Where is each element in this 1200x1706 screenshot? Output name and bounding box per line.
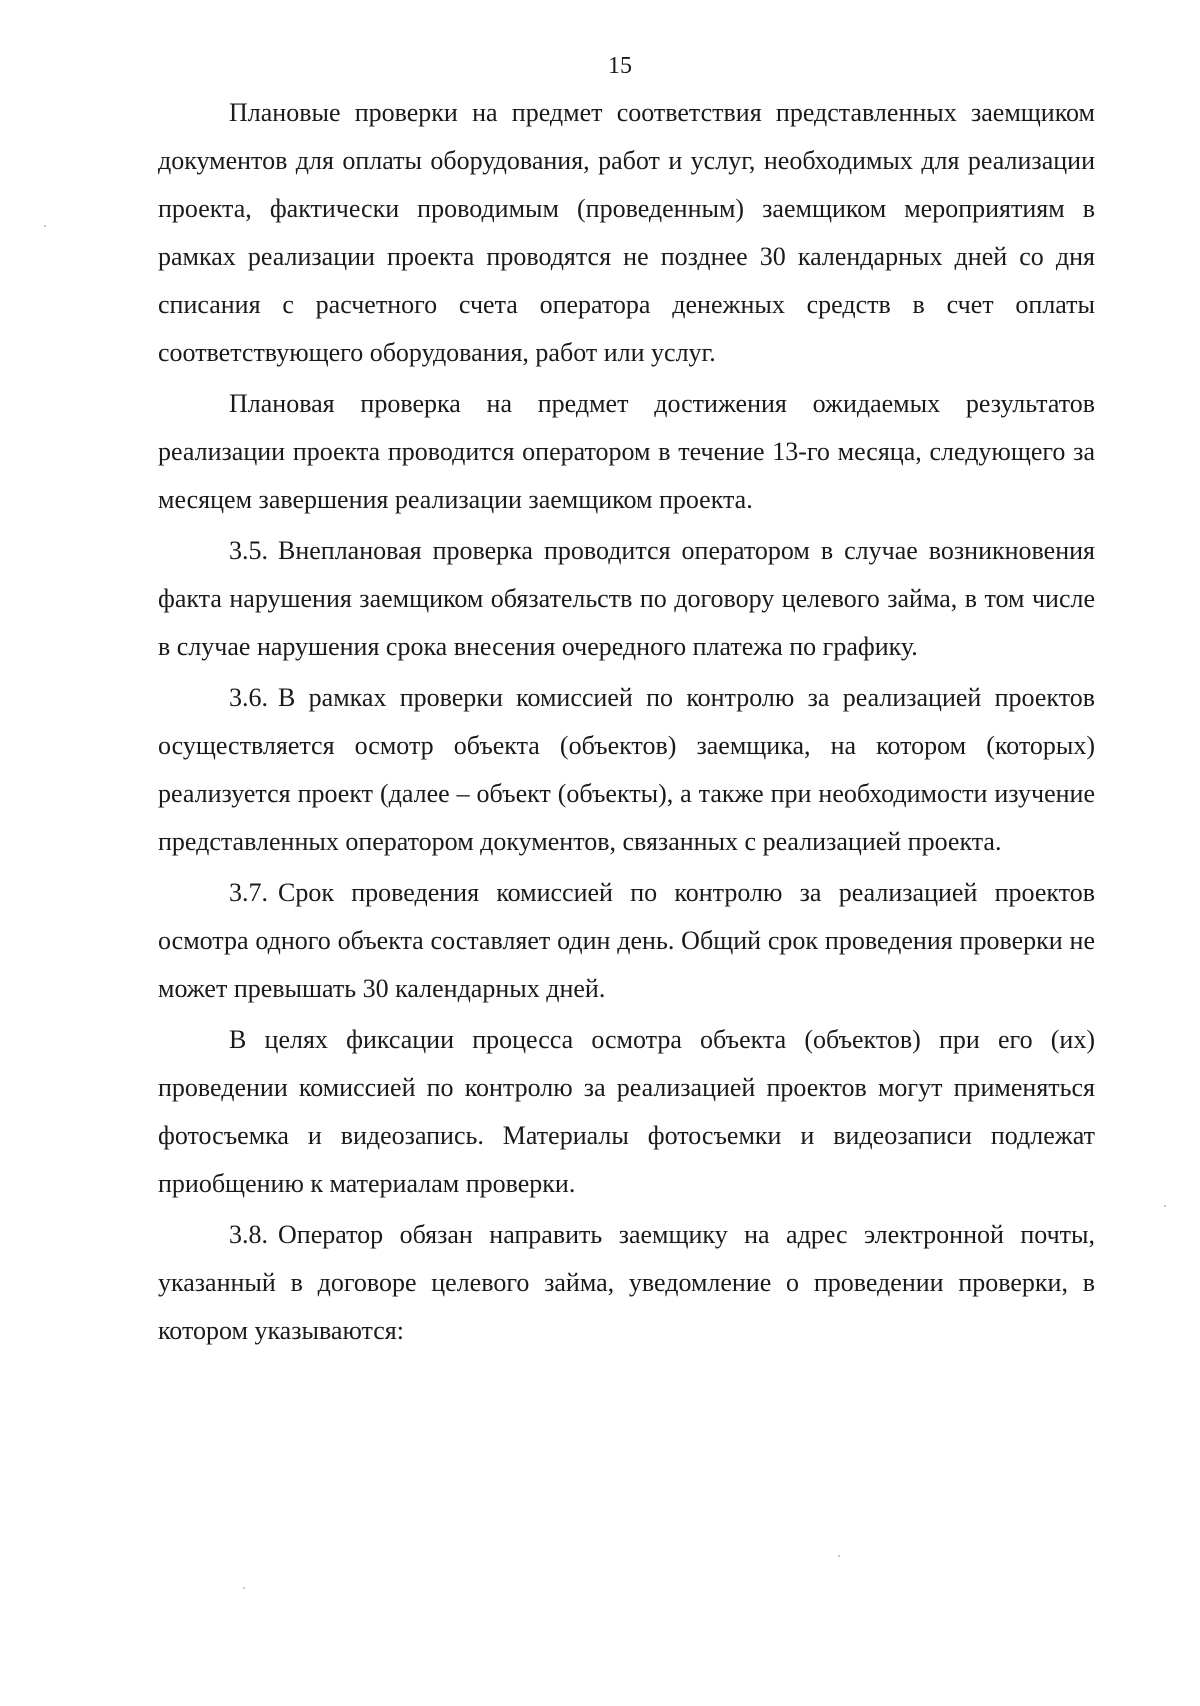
paragraph-text: В рамках проверки комиссией по контролю за реализацией проектов осуществляется осмотр объекта (объектов) заемщика, на котором (которых) реализуется проект (далее – объект (объекты), а также при необходимости изучение представленных оператором документов, связанных с реализацией проекта. (158, 683, 1095, 856)
clause-3-6 (158, 674, 1095, 866)
clause-number: 3.6. (229, 683, 268, 712)
clause-3-5 (158, 527, 1095, 671)
paragraph-text: Плановая проверка на предмет достижения ожидаемых результатов реализации проекта проводится оператором в течение 13-го месяца, следующего за месяцем завершения реализации заемщиком проекта. (158, 389, 1095, 514)
document-body (158, 89, 1095, 1358)
clause-3-8 (158, 1211, 1095, 1355)
paragraph-text: Внеплановая проверка проводится оператором в случае возникновения факта нарушения заемщиком обязательств по договору целевого займа, в том числе в случае нарушения срока внесения очередного платежа по графику. (158, 536, 1095, 661)
paragraph-planned-inspections (158, 89, 1095, 377)
paragraph-text: Срок проведения комиссией по контролю за реализацией проектов осмотра одного объекта составляет один день. Общий срок проведения проверки не может превышать 30 календарных дней. (158, 878, 1095, 1003)
clause-3-7 (158, 869, 1095, 1013)
page-number: 15 (608, 53, 632, 79)
paragraph-text: Плановые проверки на предмет соответствия представленных заемщиком документов для оплаты оборудования, работ и услуг, необходимых для реализации проекта, фактически проводимым (проведенным) заемщиком мероприятиям в рамках реализации проекта проводятся не позднее 30 календарных дней со дня списания с расчетного счета оператора денежных средств в счет оплаты соответствующего оборудования, работ или услуг. (158, 98, 1095, 367)
clause-number: 3.5. (229, 536, 268, 565)
paragraph-photo-video (158, 1016, 1095, 1208)
scan-speck (44, 225, 46, 227)
paragraph-text: Оператор обязан направить заемщику на адрес электронной почты, указанный в договоре целевого займа, уведомление о проведении проверки, в котором указываются: (158, 1220, 1095, 1345)
clause-number: 3.7. (229, 878, 268, 907)
scan-speck (838, 1555, 840, 1557)
clause-number: 3.8. (229, 1220, 268, 1249)
scan-speck (1164, 1205, 1166, 1207)
scan-speck (243, 1587, 245, 1589)
paragraph-planned-results-inspection (158, 380, 1095, 524)
paragraph-text: В целях фиксации процесса осмотра объекта (объектов) при его (их) проведении комиссией по контролю за реализацией проектов могут применяться фотосъемка и видеозапись. Материалы фотосъемки и видеозаписи подлежат приобщению к материалам проверки. (158, 1025, 1095, 1198)
